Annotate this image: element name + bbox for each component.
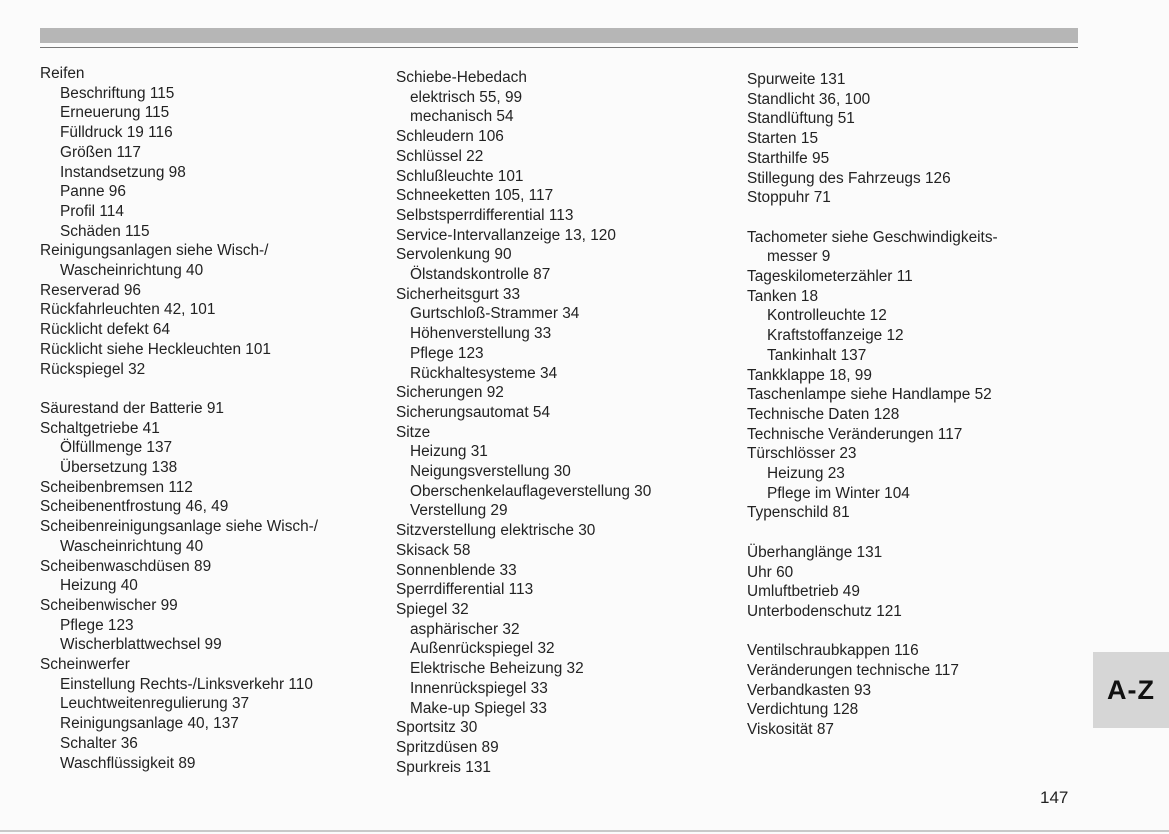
index-subentry: Einstellung Rechts-/Linksverkehr 110: [60, 675, 313, 693]
index-entry: Spurkreis 131: [396, 758, 491, 776]
index-subentry: Instandsetzung 98: [60, 163, 186, 181]
index-entry: Technische Veränderungen 117: [747, 425, 963, 443]
index-subentry: asphärischer 32: [410, 620, 520, 638]
header-band: [40, 28, 1078, 43]
index-entry: Standlicht 36, 100: [747, 90, 871, 108]
index-subentry: Außenrückspiegel 32: [410, 640, 555, 658]
index-entry: Spiegel 32: [396, 600, 469, 618]
index-subentry: elektrisch 55, 99: [410, 88, 523, 106]
index-entry: Starthilfe 95: [747, 149, 830, 167]
index-subentry: Ölfüllmenge 137: [60, 439, 173, 457]
index-subentry: Gurtschloß-Strammer 34: [410, 305, 580, 323]
index-entry: Tanken 18: [747, 287, 819, 305]
index-entry: Sonnenblende 33: [396, 561, 517, 579]
index-entry: Reifen: [40, 65, 85, 82]
index-entry: Ventilschraubkappen 116: [747, 642, 919, 660]
index-entry: Rücklicht defekt 64: [40, 321, 171, 339]
index-subentry: Heizung 31: [410, 443, 488, 461]
index-entry: Sicherungen 92: [396, 384, 504, 402]
index-entry: Veränderungen technische 117: [747, 662, 959, 680]
index-subentry: Wischerblattwechsel 99: [60, 636, 222, 654]
index-entry: Schleudern 106: [396, 128, 504, 146]
index-subentry: Leuchtweitenregulierung 37: [60, 695, 250, 713]
index-subentry: Ölstandskontrolle 87: [410, 266, 551, 284]
index-subentry: Neigungsverstellung 30: [410, 463, 571, 481]
index-subentry: Rückhaltesysteme 34: [410, 364, 558, 382]
index-spacer: [40, 379, 318, 399]
index-entry: Scheinwerfer: [40, 656, 130, 674]
index-entry: Verdichtung 128: [747, 701, 859, 719]
index-entry: Schlüssel 22: [396, 147, 484, 165]
index-entry: Scheibenwaschdüsen 89: [40, 557, 212, 575]
index-entry: Sicherungsautomat 54: [396, 403, 551, 421]
index-entry: Rücklicht siehe Heckleuchten 101: [40, 340, 271, 358]
index-entry: Schaltgetriebe 41: [40, 419, 160, 437]
index-subentry: Oberschenkelauflageverstellung 30: [410, 482, 652, 500]
az-tab: [1093, 652, 1169, 728]
index-entry: Umluftbetrieb 49: [747, 583, 860, 601]
index-entry: Sitze: [396, 423, 431, 441]
index-entry: Tachometer siehe Geschwindigkeits-: [747, 228, 998, 246]
index-subentry: Panne 96: [60, 183, 126, 201]
index-entry: Schiebe-Hebedach: [396, 69, 527, 86]
index-subentry: Make-up Spiegel 33: [410, 699, 547, 717]
az-tab-label: A-Z: [1107, 674, 1155, 705]
index-subentry: Kontrolleuchte 12: [767, 307, 887, 325]
index-entry: Stillegung des Fahrzeugs 126: [747, 169, 951, 187]
index-entry: Servolenkung 90: [396, 246, 512, 264]
index-subentry: Heizung 23: [767, 465, 845, 483]
index-entry: Standlüftung 51: [747, 110, 855, 128]
index-entry: Unterbodenschutz 121: [747, 602, 902, 620]
page-number: 147: [1040, 788, 1069, 807]
index-entry: Scheibenwischer 99: [40, 596, 178, 614]
index-subentry: Höhenverstellung 33: [410, 325, 552, 343]
index-entry: Service-Intervallanzeige 13, 120: [396, 226, 616, 244]
index-entry: Tankklappe 18, 99: [747, 366, 872, 384]
index-subentry: Wascheinrichtung 40: [60, 262, 204, 280]
bottom-rule: [0, 830, 1169, 832]
index-subentry: Reinigungsanlage 40, 137: [60, 715, 239, 733]
index-subentry: Schalter 36: [60, 734, 138, 752]
index-entry: Sitzverstellung elektrische 30: [396, 522, 596, 540]
index-entry: Uhr 60: [747, 563, 794, 581]
index-entry: Viskosität 87: [747, 721, 834, 739]
index-subentry: Beschriftung 115: [60, 84, 175, 102]
index-entry: Schneeketten 105, 117: [396, 187, 554, 205]
index-entry: Verbandkasten 93: [747, 681, 872, 699]
index-subentry: Pflege im Winter 104: [767, 484, 910, 502]
index-entry: Scheibenreinigungsanlage siehe Wisch-/: [40, 518, 319, 536]
index-subentry: Pflege 123: [60, 616, 134, 634]
index-entry: Sperrdifferential 113: [396, 581, 534, 599]
index-column-1: [40, 64, 318, 773]
index-entry: Rückspiegel 32: [40, 360, 146, 378]
index-entry: Stoppuhr 71: [747, 189, 831, 207]
index-subentry: Wascheinrichtung 40: [60, 537, 204, 555]
index-entry: Selbstsperrdifferential 113: [396, 206, 574, 224]
index-entry: Überhanglänge 131: [747, 543, 883, 561]
index-subentry: Pflege 123: [410, 344, 484, 362]
header-rule: [40, 47, 1078, 48]
index-entry: Sportsitz 30: [396, 719, 478, 737]
index-subentry: Waschflüssigkeit 89: [60, 754, 196, 772]
index-subentry: Heizung 40: [60, 577, 138, 595]
index-subentry: mechanisch 54: [410, 108, 514, 126]
index-subentry: Kraftstoffanzeige 12: [767, 327, 904, 345]
index-subentry: Fülldruck 19 116: [60, 124, 173, 142]
index-spacer: [747, 523, 998, 543]
index-subentry: Größen 117: [60, 143, 141, 161]
index-subentry: Schäden 115: [60, 222, 150, 240]
index-column-2: [396, 68, 651, 777]
index-entry: Reserverad 96: [40, 281, 141, 299]
index-subentry: Tankinhalt 137: [767, 346, 867, 364]
index-spacer: [747, 208, 998, 228]
index-entry: Spurweite 131: [747, 71, 846, 88]
index-entry: Säurestand der Batterie 91: [40, 399, 224, 417]
index-subentry: messer 9: [767, 248, 831, 266]
index-entry: Tageskilometerzähler 11: [747, 268, 913, 286]
index-spacer: [747, 622, 998, 642]
index-subentry: Profil 114: [60, 202, 124, 220]
index-entry: Scheibenbremsen 112: [40, 478, 193, 496]
index-entry: Scheibenentfrostung 46, 49: [40, 498, 229, 516]
index-column-3: [747, 70, 998, 740]
index-entry: Typenschild 81: [747, 504, 850, 522]
index-entry: Sicherheitsgurt 33: [396, 285, 521, 303]
index-entry: Starten 15: [747, 130, 819, 148]
index-entry: Taschenlampe siehe Handlampe 52: [747, 386, 992, 404]
index-subentry: Erneuerung 115: [60, 104, 170, 122]
index-entry: Technische Daten 128: [747, 405, 900, 423]
index-entry: Schlußleuchte 101: [396, 167, 524, 185]
index-entry: Skisack 58: [396, 541, 471, 559]
index-subentry: Verstellung 29: [410, 502, 508, 520]
index-subentry: Innenrückspiegel 33: [410, 679, 548, 697]
index-entry: Spritzdüsen 89: [396, 738, 499, 756]
index-entry: Türschlösser 23: [747, 445, 857, 463]
index-entry: Rückfahrleuchten 42, 101: [40, 301, 216, 319]
index-subentry: Elektrische Beheizung 32: [410, 660, 584, 678]
index-entry: Reinigungsanlagen siehe Wisch-/: [40, 242, 269, 260]
index-subentry: Übersetzung 138: [60, 459, 178, 477]
